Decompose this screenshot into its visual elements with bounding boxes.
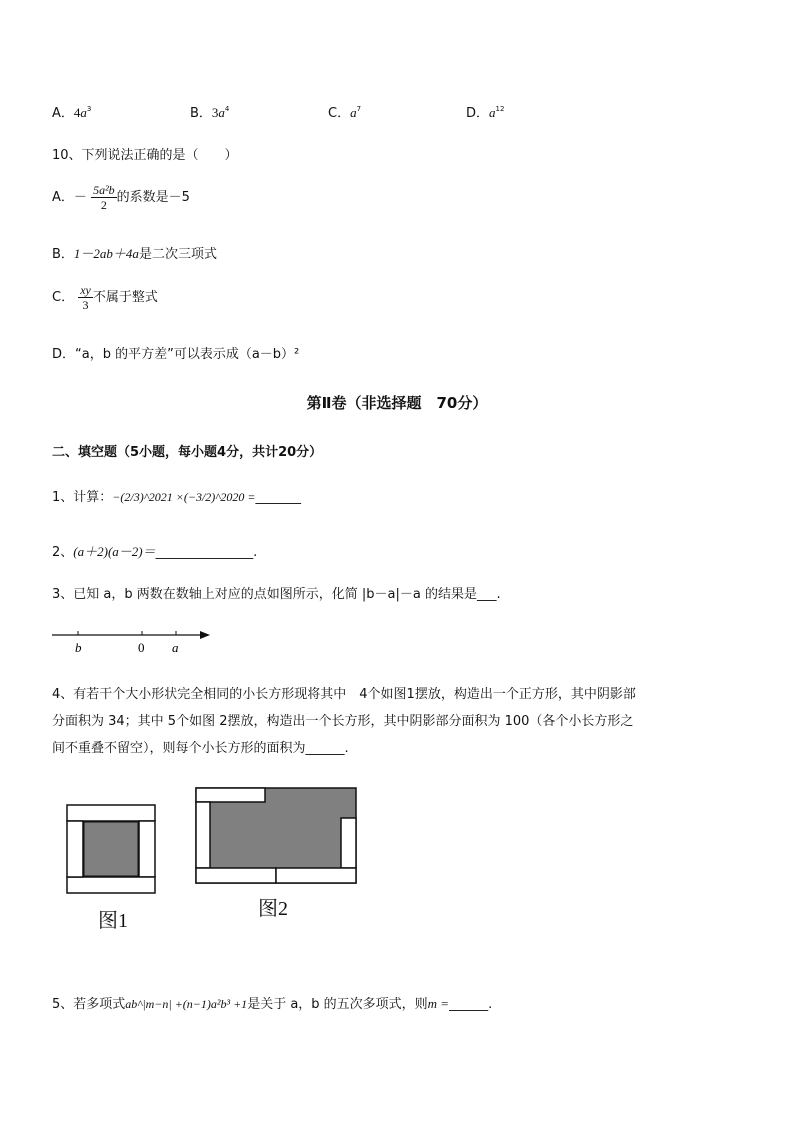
- fig1-right-rect: [139, 821, 155, 877]
- fill-q4-line1: 4、有若干个大小形状完全相同的小长方形现将其中 4个如图1摆放，构造出一个正方形，其中阴影部: [52, 687, 636, 702]
- fig1-left-rect: [67, 821, 83, 877]
- fig2-right-rect: [341, 818, 356, 868]
- fig1-top-rect: [67, 805, 155, 821]
- q10-option-b: B．1－2ab＋4a是二次三项式: [52, 246, 217, 262]
- figure-1-label: 图1: [98, 910, 128, 932]
- number-line: [50, 624, 220, 656]
- q9-option-a: A．$4a^3$: [52, 105, 92, 121]
- number-line-arrow: [200, 631, 210, 639]
- fill-q2: 2、(a＋2)(a－2)＝_______________.: [52, 544, 258, 560]
- q9-option-d: D．$a^{12}$: [466, 105, 505, 121]
- figure-2-label: 图2: [258, 898, 288, 920]
- label-zero: 0: [138, 640, 145, 655]
- label-b: b: [75, 640, 82, 655]
- fig2-bottom-left-rect: [196, 868, 276, 883]
- fig1-shaded-square: [84, 822, 138, 876]
- fig2-top-rect: [196, 788, 265, 802]
- figure-1: [66, 804, 158, 896]
- label-a: a: [172, 640, 179, 655]
- fig2-left-rect: [196, 802, 210, 868]
- fill-q3: 3、已知 a，b 两数在数轴上对应的点如图所示，化简 |b－a|－a 的结果是___.: [52, 587, 501, 602]
- fill-q4-line2: 分面积为 34；其中 5个如图 2摆放，构造出一个长方形，其中阴影部分面积为 100（各个小长方形之: [52, 714, 634, 729]
- figure-2: [195, 787, 359, 885]
- section-title: 第Ⅱ卷（非选择题 70分）: [306, 394, 488, 412]
- q10-option-c: C． $\frac{xy}{3}$ 不属于整式: [52, 283, 158, 312]
- q10-option-d: D．“a，b 的平方差”可以表示成（a－b）²: [52, 347, 300, 362]
- section-subtitle: 二、填空题（5小题，每小题4分，共计20分）: [52, 445, 323, 460]
- q9-option-b: B．$3a^4$: [190, 105, 230, 121]
- fig2-bottom-right-rect: [276, 868, 356, 883]
- fig1-bottom-rect: [67, 877, 155, 893]
- fill-q1: 1、计算：−(2/3)^2021 ×(−3/2)^2020 =_______: [52, 490, 301, 505]
- fill-q4-line3: 间不重叠不留空），则每个小长方形的面积为______.: [52, 741, 349, 756]
- q10-option-a: A．－ $\frac{\text{5a²b}}{2}$ 的系数是－5: [52, 183, 190, 212]
- q9-option-c: C．$a^7$: [328, 105, 362, 121]
- q10-stem: 10、下列说法正确的是（ ）: [52, 148, 238, 163]
- fill-q5: 5、若多项式ab^|m−n| +(n−1)a²b³ +1是关于 a，b 的五次多项式，则m =______.: [52, 996, 493, 1012]
